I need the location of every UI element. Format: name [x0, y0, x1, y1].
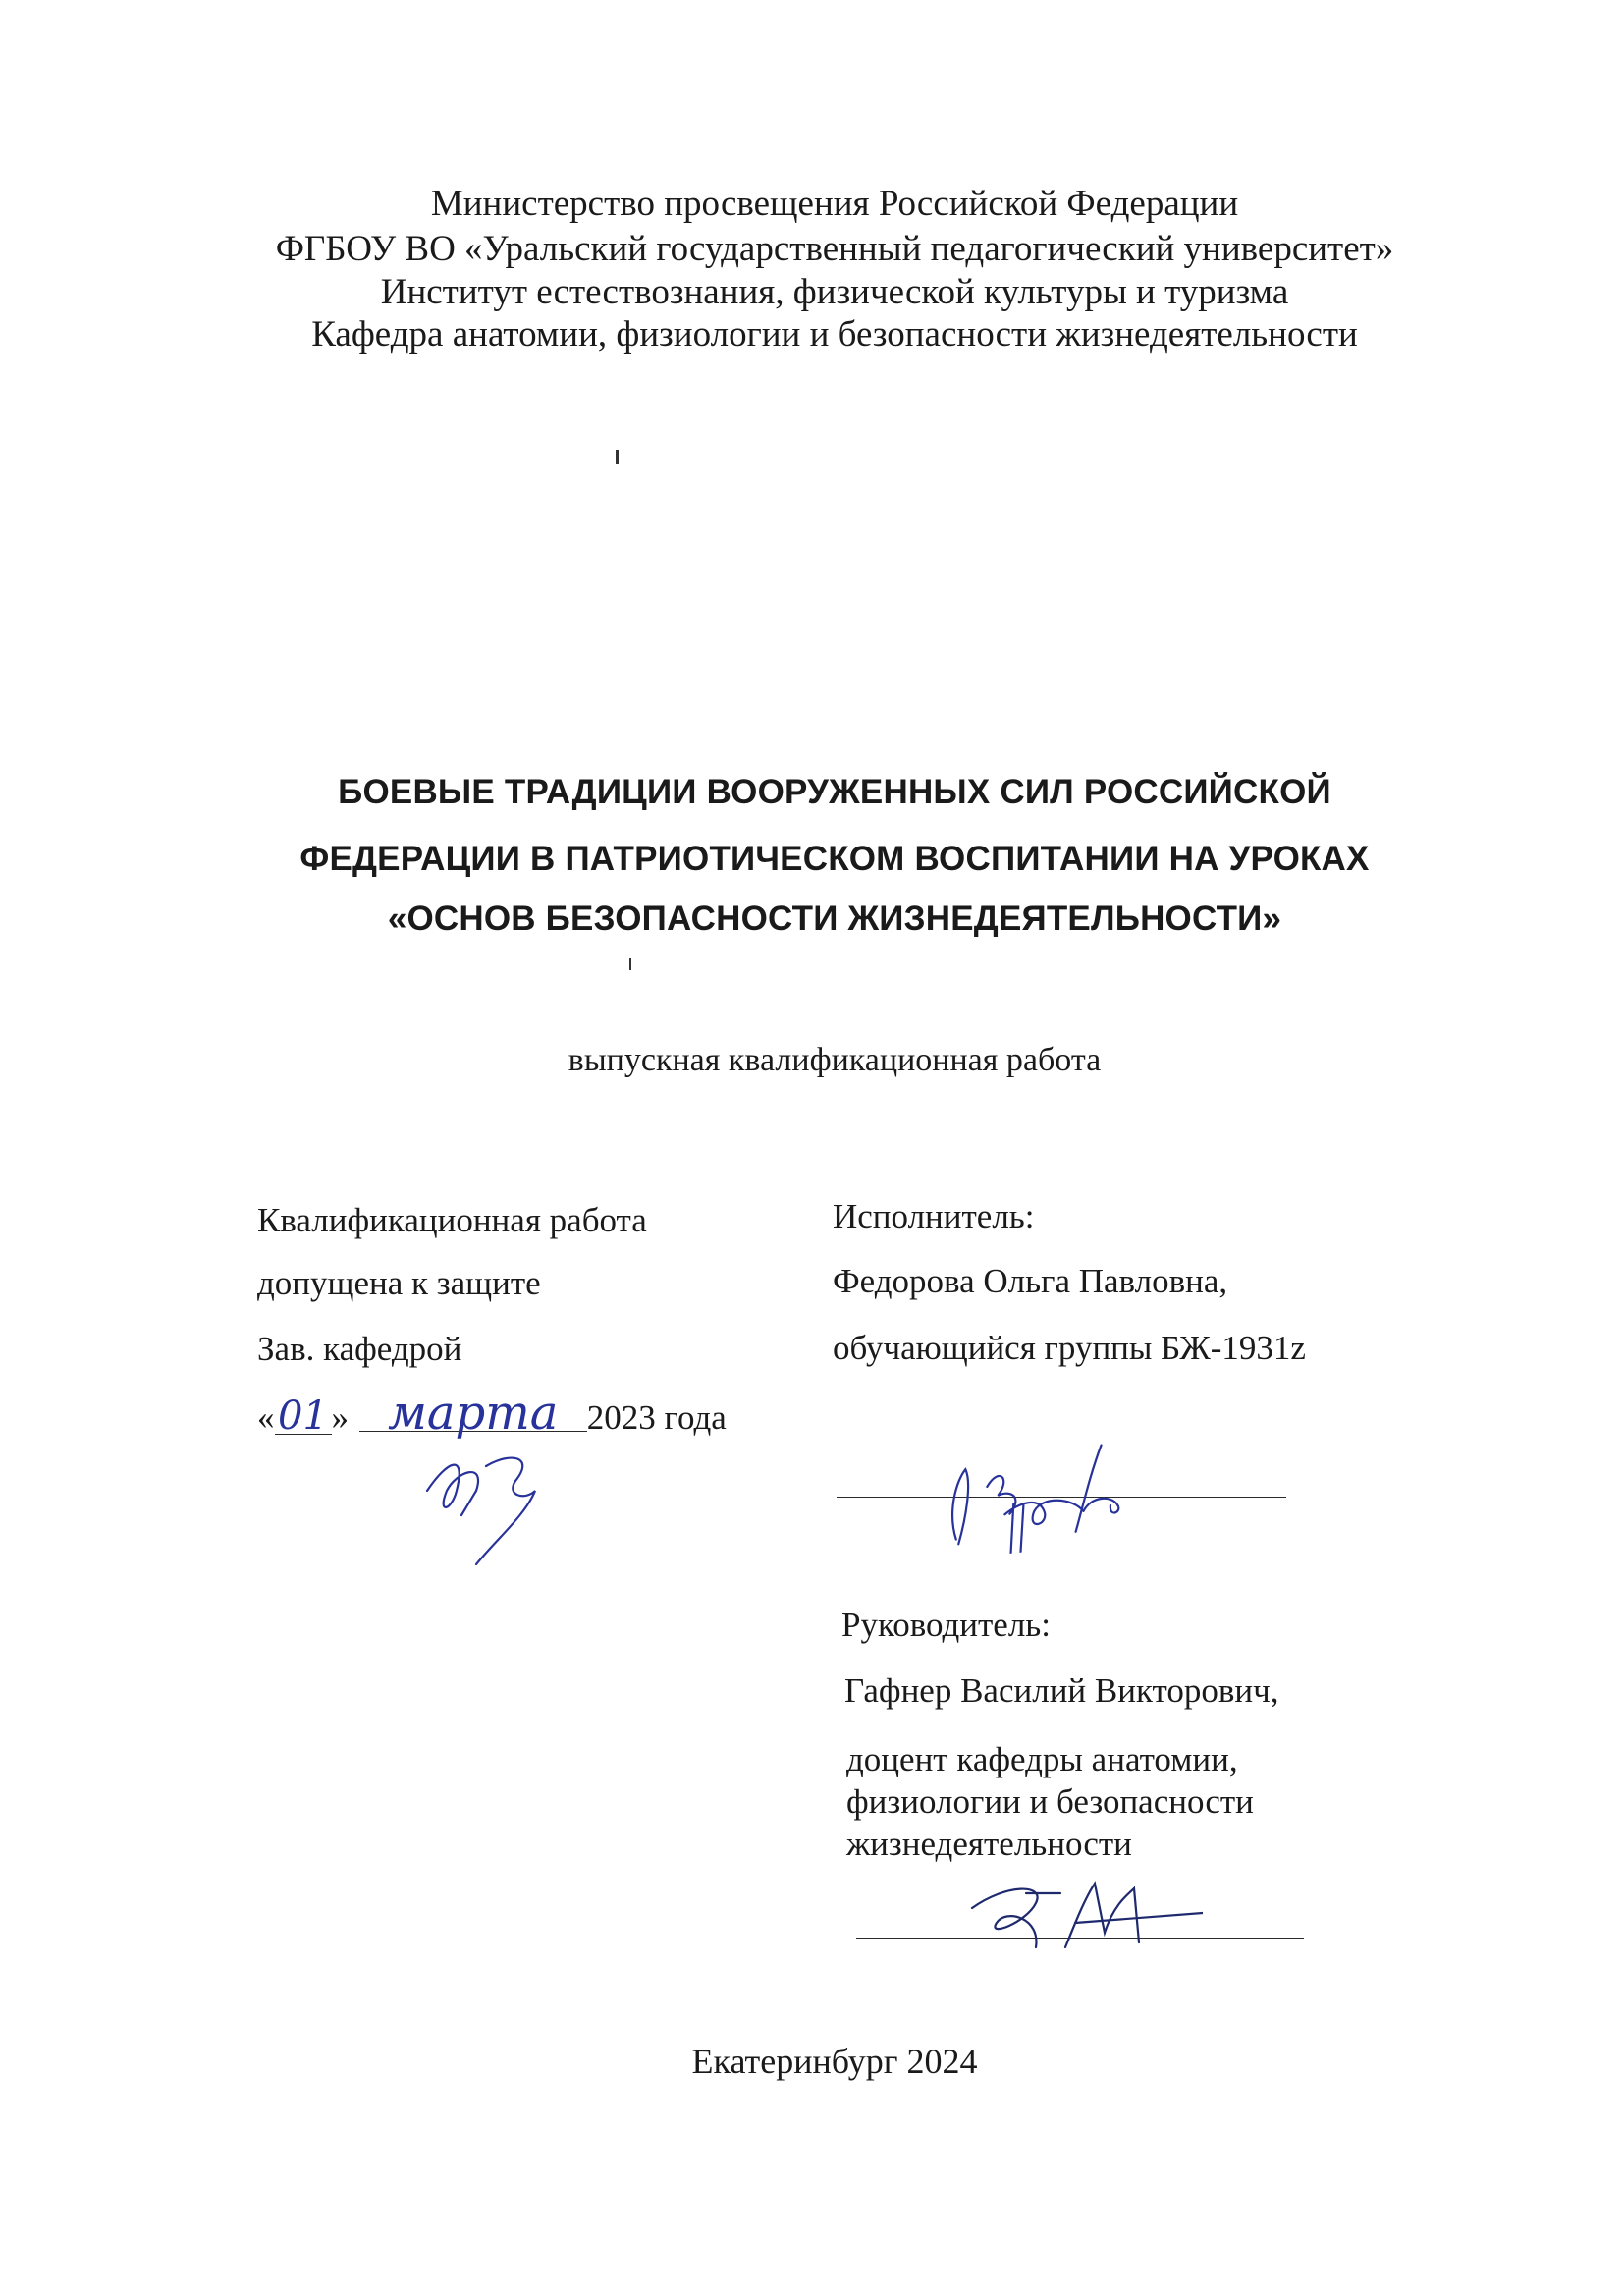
- date-month: марта: [359, 1395, 587, 1432]
- supervisor-position-line-2: физиологии и безопасности: [846, 1782, 1254, 1821]
- executor-name: Федорова Ольга Павловна,: [833, 1262, 1228, 1300]
- institute-line: Институт естествознания, физической культуры и туризма: [380, 272, 1289, 312]
- date-open-quote: «: [257, 1398, 275, 1437]
- admission-line-1: Квалификационная работа: [257, 1201, 647, 1239]
- ministry-line: Министерство просвещения Российской Федерации: [430, 184, 1239, 224]
- university-line: ФГБОУ ВО «Уральский государственный педагогический университет»: [275, 229, 1394, 269]
- scan-speck: [616, 450, 619, 464]
- supervisor-name: Гафнер Василий Викторович,: [844, 1671, 1279, 1710]
- head-signature: [417, 1422, 584, 1569]
- executor-signature: [939, 1428, 1185, 1569]
- supervisor-label: Руководитель:: [841, 1606, 1051, 1644]
- supervisor-signature: [967, 1864, 1203, 1962]
- supervisor-position-line-3: жизнедеятельности: [846, 1825, 1132, 1863]
- thesis-title-line-1: БОЕВЫЕ ТРАДИЦИИ ВООРУЖЕННЫХ СИЛ РОССИЙСКОЙ: [338, 773, 1331, 811]
- head-of-department-label: Зав. кафедрой: [257, 1330, 462, 1368]
- date-close-quote: »: [331, 1398, 349, 1437]
- supervisor-position-line-1: доцент кафедры анатомии,: [846, 1740, 1238, 1778]
- executor-label: Исполнитель:: [833, 1197, 1035, 1235]
- city-year: Екатеринбург 2024: [691, 2042, 978, 2081]
- executor-group: обучающийся группы БЖ-1931z: [833, 1329, 1306, 1367]
- thesis-title-line-2: ФЕДЕРАЦИИ В ПАТРИОТИЧЕСКОМ ВОСПИТАНИИ НА УРОКАХ: [299, 840, 1370, 878]
- admission-line-2: допущена к защите: [257, 1264, 541, 1302]
- work-type: выпускная квалификационная работа: [568, 1042, 1102, 1078]
- executor-signature-drawing: [939, 1428, 1184, 1559]
- scan-speck: [629, 958, 631, 970]
- department-line: Кафедра анатомии, физиологии и безопасности жизнедеятельности: [311, 314, 1358, 355]
- date-day: 01: [275, 1398, 332, 1435]
- date-year: 2023 года: [586, 1398, 727, 1437]
- thesis-title-line-3: «ОСНОВ БЕЗОПАСНОСТИ ЖИЗНЕДЕЯТЕЛЬНОСТИ»: [387, 900, 1282, 938]
